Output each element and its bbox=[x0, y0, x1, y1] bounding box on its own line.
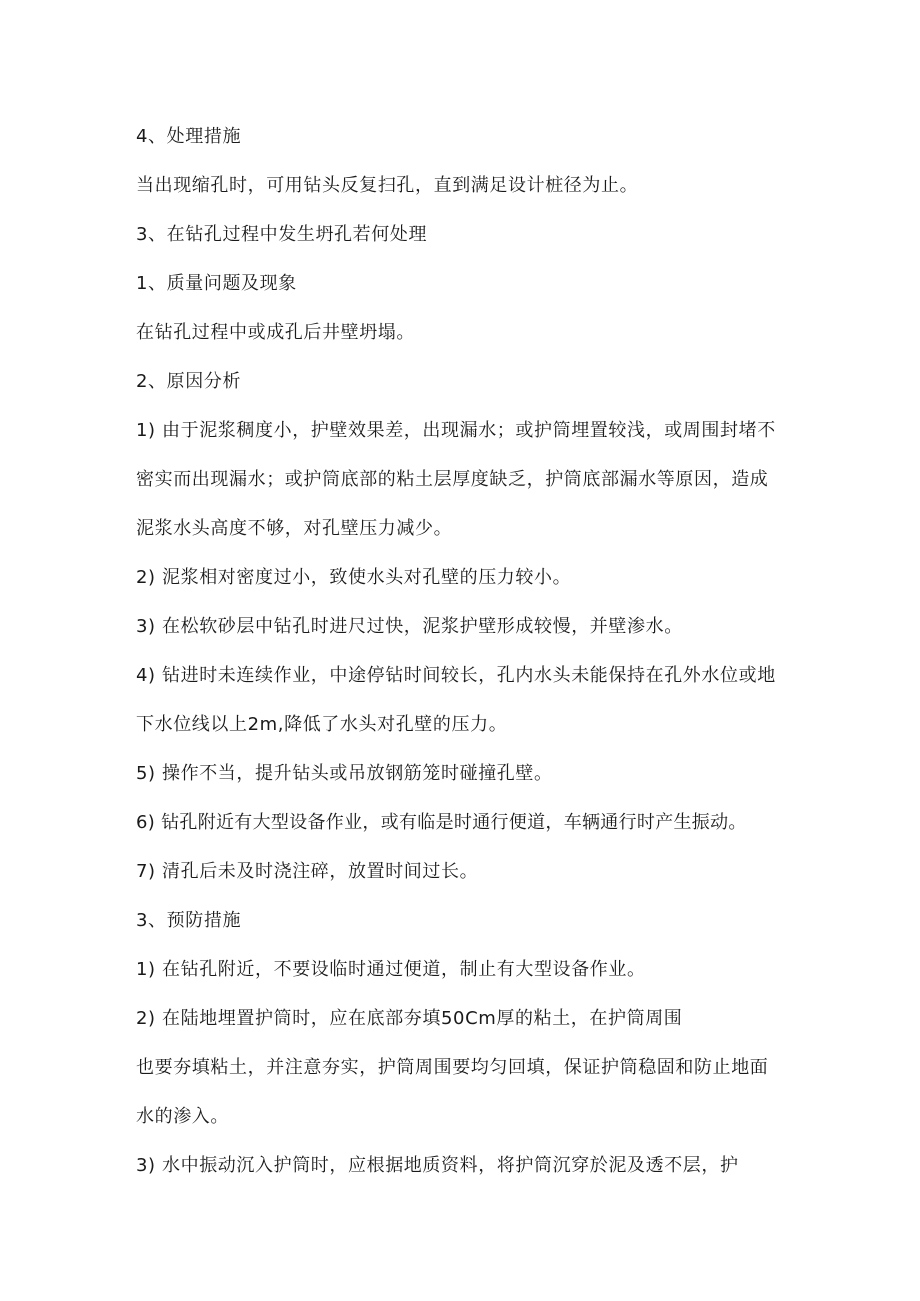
prevention-item-2-continued: 也要夯填粘土，并注意夯实，护筒周围要均匀回填，保证护筒稳固和防止地面水的渗入。 bbox=[136, 1057, 769, 1127]
cause-item-7: 7) 清孔后未及时浇注碎，放置时间过长。 bbox=[136, 861, 479, 882]
cause-item-4: 4) 钻进时未连续作业，中途停钻时间较长，孔内水头未能保持在孔外水位或地下水位线以上2m,降低了水头对孔壁的压力。 bbox=[136, 665, 776, 735]
heading-collapse-handling: 3、在钻孔过程中发生坍孔若何处理 bbox=[136, 224, 428, 245]
paragraph-collapse-description: 在钻孔过程中或成孔后井壁坍塌。 bbox=[136, 322, 415, 343]
paragraph-shrink-hole-treatment: 当出现缩孔时，可用钻头反复扫孔，直到满足设计桩径为止。 bbox=[136, 175, 639, 196]
prevention-item-1: 1) 在钻孔附近，不要设临时通过便道，制止有大型设备作业。 bbox=[136, 959, 646, 980]
prevention-item-3: 3) 水中振动沉入护筒时，应根据地质资料，将护筒沉穿於泥及透不层，护 bbox=[136, 1155, 739, 1176]
cause-item-2: 2) 泥浆相对密度过小，致使水头对孔壁的压力较小。 bbox=[136, 567, 572, 588]
heading-cause-analysis: 2、原因分析 bbox=[136, 371, 242, 392]
document-page bbox=[136, 112, 786, 1190]
heading-treatment-measures: 4、处理措施 bbox=[136, 126, 242, 147]
cause-item-3: 3) 在松软砂层中钻孔时进尺过快，泥浆护壁形成较慢，并壁渗水。 bbox=[136, 616, 683, 637]
prevention-item-2: 2) 在陆地埋置护筒时，应在底部夯填50Cm厚的粘土，在护筒周围 bbox=[136, 1008, 683, 1029]
heading-quality-issue: 1、质量问题及现象 bbox=[136, 273, 297, 294]
cause-item-5: 5) 操作不当，提升钻头或吊放钢筋笼时碰撞孔壁。 bbox=[136, 763, 553, 784]
cause-item-6: 6) 钻孔附近有大型设备作业，或有临是时通行便道，车辆通行时产生振动。 bbox=[136, 812, 747, 833]
heading-prevention-measures: 3、预防措施 bbox=[136, 910, 242, 931]
cause-item-1: 1) 由于泥浆稠度小，护壁效果差，出现漏水；或护筒埋置较浅，或周围封堵不密实而出现漏水；或护筒底部的粘土层厚度缺乏，护筒底部漏水等原因，造成泥浆水头高度不够，对孔壁压力减少。 bbox=[136, 420, 776, 539]
